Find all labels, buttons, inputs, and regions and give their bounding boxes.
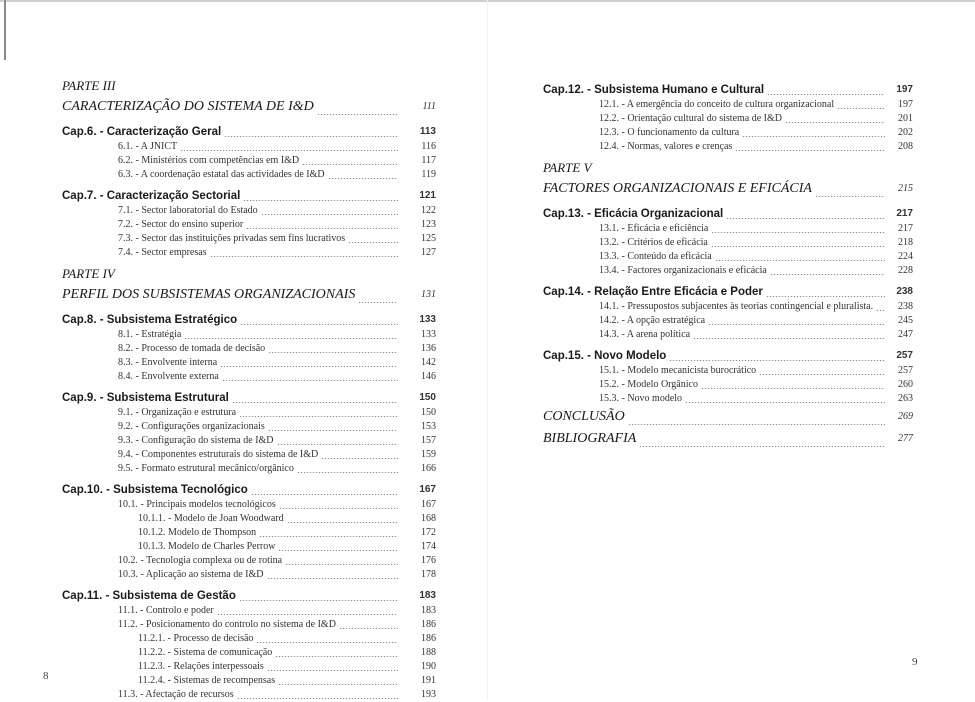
section-entry bbox=[62, 420, 436, 434]
section-entry bbox=[62, 568, 436, 582]
entry-title: 11.2.2. - Sistema de comunicação bbox=[138, 647, 273, 658]
part-label bbox=[62, 264, 432, 284]
entry-title: 8.1. - Estratégia bbox=[118, 329, 182, 340]
dot-leader bbox=[220, 366, 398, 367]
entry-title: 6.2. - Ministérios com competências em I&D bbox=[118, 155, 300, 166]
section-entry bbox=[62, 232, 436, 246]
page-number: 166 bbox=[421, 463, 436, 474]
page-number: 197 bbox=[898, 99, 913, 110]
page-number: 125 bbox=[421, 233, 436, 244]
entry-title: 10.2. - Tecnologia complexa ou de rotina bbox=[118, 555, 283, 566]
entry-title: 8.4. - Envolvente externa bbox=[118, 371, 219, 382]
subsection-entry bbox=[62, 674, 436, 688]
dot-leader bbox=[251, 494, 398, 495]
part-title bbox=[543, 178, 915, 200]
page-number: 131 bbox=[421, 289, 436, 300]
page-number: 218 bbox=[898, 237, 913, 248]
entry-title: Cap.9. - Subsistema Estrutural bbox=[62, 392, 229, 404]
entry-title: 12.4. - Normas, valores e crenças bbox=[599, 141, 733, 152]
scan-left-edge bbox=[4, 0, 6, 60]
section-entry bbox=[543, 140, 915, 154]
entry-title: FACTORES ORGANIZACIONAIS E EFICÁCIA bbox=[543, 181, 812, 196]
dot-leader bbox=[742, 136, 885, 137]
subsection-entry bbox=[62, 526, 436, 540]
page-number: 153 bbox=[421, 421, 436, 432]
dot-leader bbox=[268, 352, 398, 353]
section-entry bbox=[62, 406, 436, 420]
dot-leader bbox=[685, 402, 885, 403]
page-number: 193 bbox=[421, 689, 436, 700]
dot-leader bbox=[287, 522, 398, 523]
section-entry bbox=[62, 154, 436, 168]
entry-title: 13.2. - Critérios de eficácia bbox=[599, 237, 708, 248]
section-entry bbox=[543, 328, 915, 342]
entry-title: 14.2. - A opção estratégica bbox=[599, 315, 706, 326]
page-number: 263 bbox=[898, 393, 913, 404]
dot-leader bbox=[770, 274, 885, 275]
entry-title: 9.4. - Componentes estruturais do sistema de I&D bbox=[118, 449, 319, 460]
page-number: 159 bbox=[421, 449, 436, 460]
dot-leader bbox=[261, 214, 398, 215]
section-entry bbox=[62, 618, 436, 632]
page-number: 176 bbox=[421, 555, 436, 566]
dot-leader bbox=[180, 150, 398, 151]
subsection-entry bbox=[62, 660, 436, 674]
entry-title: Cap.10. - Subsistema Tecnológico bbox=[62, 484, 248, 496]
section-entry bbox=[543, 378, 915, 392]
dot-leader bbox=[297, 472, 398, 473]
entry-title: 9.2. - Configurações organizacionais bbox=[118, 421, 265, 432]
dot-leader bbox=[766, 296, 885, 297]
subsection-entry bbox=[62, 512, 436, 526]
entry-title: PARTE V bbox=[543, 160, 592, 175]
entry-title: Cap.8. - Subsistema Estratégico bbox=[62, 314, 238, 326]
page-number: 150 bbox=[421, 407, 436, 418]
dot-leader bbox=[277, 444, 398, 445]
dot-leader bbox=[267, 670, 398, 671]
dot-leader bbox=[708, 324, 885, 325]
chapter-entry bbox=[62, 188, 436, 204]
entry-title: 9.1. - Organização e estrutura bbox=[118, 407, 237, 418]
page-number: 133 bbox=[421, 329, 436, 340]
dot-leader bbox=[240, 324, 398, 325]
entry-title: 7.2. - Sector do ensino superior bbox=[118, 219, 244, 230]
entry-title: 8.3. - Envolvente interna bbox=[118, 357, 218, 368]
entry-title: 11.2.1. - Processo de decisão bbox=[138, 633, 254, 644]
dot-leader bbox=[222, 380, 398, 381]
section-entry bbox=[62, 168, 436, 182]
entry-title: 9.3. - Configuração do sistema de I&D bbox=[118, 435, 274, 446]
entry-title: 10.1.3. Modelo de Charles Perrow bbox=[138, 541, 276, 552]
page-number: 136 bbox=[421, 343, 436, 354]
section-entry bbox=[62, 462, 436, 476]
dot-leader bbox=[759, 374, 885, 375]
dot-leader bbox=[184, 338, 398, 339]
entry-title: 7.3. - Sector das instituições privadas sem fins lucrativos bbox=[118, 233, 346, 244]
section-entry bbox=[62, 204, 436, 218]
page-number: 217 bbox=[896, 208, 913, 219]
page-fold bbox=[487, 0, 488, 700]
section-entry bbox=[543, 300, 915, 314]
part-title bbox=[62, 284, 436, 306]
page-number: 269 bbox=[898, 411, 913, 422]
page-number: 133 bbox=[419, 314, 436, 325]
entry-title: CONCLUSÃO bbox=[543, 409, 625, 424]
entry-title: 10.3. - Aplicação ao sistema de I&D bbox=[118, 569, 264, 580]
dot-leader bbox=[279, 508, 398, 509]
section-entry bbox=[543, 98, 915, 112]
section-entry bbox=[62, 434, 436, 448]
entry-title: 15.3. - Novo modelo bbox=[599, 393, 683, 404]
section-entry bbox=[543, 264, 915, 278]
dot-leader bbox=[711, 232, 885, 233]
chapter-entry bbox=[62, 124, 436, 140]
section-entry bbox=[62, 140, 436, 154]
dot-leader bbox=[278, 684, 398, 685]
dot-leader bbox=[317, 114, 398, 115]
entry-title: 7.1. - Sector laboratorial do Estado bbox=[118, 205, 258, 216]
section-entry bbox=[543, 392, 915, 406]
chapter-entry bbox=[543, 206, 915, 222]
section-entry bbox=[62, 356, 436, 370]
page-number: 247 bbox=[898, 329, 913, 340]
dot-leader bbox=[711, 246, 885, 247]
section-entry bbox=[543, 364, 915, 378]
entry-title: 12.2. - Orientação cultural do sistema de I&D bbox=[599, 113, 782, 124]
dot-leader bbox=[339, 628, 398, 629]
entry-title: Cap.13. - Eficácia Organizacional bbox=[543, 208, 724, 220]
page-number: 167 bbox=[419, 484, 436, 495]
dot-leader bbox=[837, 108, 885, 109]
entry-title: 13.3. - Conteúdo da eficácia bbox=[599, 251, 712, 262]
entry-title: 13.1. - Eficácia e eficiência bbox=[599, 223, 709, 234]
entry-title: 6.3. - A coordenação estatal das actividades de I&D bbox=[118, 169, 325, 180]
dot-leader bbox=[259, 536, 398, 537]
entry-title: 15.2. - Modelo Orgânico bbox=[599, 379, 698, 390]
part-title bbox=[543, 406, 915, 428]
page-number: 172 bbox=[421, 527, 436, 538]
page-number: 208 bbox=[898, 141, 913, 152]
dot-leader bbox=[669, 360, 885, 361]
dot-leader bbox=[876, 310, 885, 311]
dot-leader bbox=[268, 430, 398, 431]
dot-leader bbox=[239, 416, 398, 417]
page-number: 186 bbox=[421, 633, 436, 644]
entry-title: Cap.7. - Caracterização Sectorial bbox=[62, 190, 241, 202]
entry-title: 11.2. - Posicionamento do controlo no sistema de I&D bbox=[118, 619, 336, 630]
entry-title: PARTE IV bbox=[62, 266, 115, 281]
chapter-entry bbox=[62, 390, 436, 406]
dot-leader bbox=[693, 338, 885, 339]
dot-leader bbox=[628, 424, 885, 425]
dot-leader bbox=[275, 656, 398, 657]
dot-leader bbox=[239, 600, 398, 601]
entry-title: Cap.11. - Subsistema de Gestão bbox=[62, 590, 236, 602]
page-number: 186 bbox=[421, 619, 436, 630]
entry-title: 6.1. - A JNICT bbox=[118, 141, 178, 152]
entry-title: 7.4. - Sector empresas bbox=[118, 247, 207, 258]
dot-leader bbox=[726, 218, 885, 219]
dot-leader bbox=[358, 302, 398, 303]
page-number: 202 bbox=[898, 127, 913, 138]
dot-leader bbox=[285, 564, 398, 565]
entry-title: 11.2.3. - Relações interpessoais bbox=[138, 661, 264, 672]
page-number: 277 bbox=[898, 433, 913, 444]
page-number: 119 bbox=[421, 169, 436, 180]
page-number: 191 bbox=[421, 675, 436, 686]
entry-title: Cap.15. - Novo Modelo bbox=[543, 350, 667, 362]
page-number: 183 bbox=[421, 605, 436, 616]
part-title bbox=[62, 96, 436, 118]
dot-leader bbox=[785, 122, 885, 123]
dot-leader bbox=[210, 256, 398, 257]
section-entry bbox=[543, 236, 915, 250]
page-number: 116 bbox=[421, 141, 436, 152]
subsection-entry bbox=[62, 646, 436, 660]
page-number: 217 bbox=[898, 223, 913, 234]
page-number: 121 bbox=[419, 190, 436, 201]
entry-title: 14.1. - Pressupostos subjacentes às teorias contingencial e pluralista. bbox=[599, 301, 874, 312]
dot-leader bbox=[348, 242, 398, 243]
entry-title: 15.1. - Modelo mecanicista burocrático bbox=[599, 365, 757, 376]
entry-title: 9.5. - Formato estrutural mecânico/orgânico bbox=[118, 463, 294, 474]
dot-leader bbox=[224, 136, 398, 137]
page-number: 238 bbox=[896, 286, 913, 297]
subsection-entry bbox=[62, 632, 436, 646]
right-page-toc bbox=[543, 76, 915, 450]
page-number: 111 bbox=[422, 101, 436, 112]
page-number: 228 bbox=[898, 265, 913, 276]
dot-leader bbox=[767, 94, 885, 95]
page-number: 168 bbox=[421, 513, 436, 524]
dot-leader bbox=[267, 578, 398, 579]
page-number: 224 bbox=[898, 251, 913, 262]
right-page-number: 9 bbox=[912, 656, 918, 668]
page-number: 257 bbox=[898, 365, 913, 376]
page-number: 188 bbox=[421, 647, 436, 658]
page-number: 127 bbox=[421, 247, 436, 258]
page-number: 197 bbox=[896, 84, 913, 95]
page-number: 123 bbox=[421, 219, 436, 230]
chapter-entry bbox=[543, 82, 915, 98]
entry-title: 11.1. - Controlo e poder bbox=[118, 605, 214, 616]
page-number: 157 bbox=[421, 435, 436, 446]
entry-title: 10.1.2. Modelo de Thompson bbox=[138, 527, 257, 538]
left-page-toc bbox=[62, 72, 436, 702]
part-title bbox=[543, 428, 915, 450]
entry-title: 11.2.4. - Sistemas de recompensas bbox=[138, 675, 276, 686]
section-entry bbox=[62, 218, 436, 232]
section-entry bbox=[62, 328, 436, 342]
section-entry bbox=[543, 126, 915, 140]
entry-title: BIBLIOGRAFIA bbox=[543, 431, 637, 446]
section-entry bbox=[543, 314, 915, 328]
dot-leader bbox=[232, 402, 398, 403]
dot-leader bbox=[701, 388, 885, 389]
dot-leader bbox=[246, 228, 398, 229]
entry-title: 12.1. - A emergência do conceito de cultura organizacional bbox=[599, 99, 835, 110]
chapter-entry bbox=[62, 588, 436, 604]
page-number: 122 bbox=[421, 205, 436, 216]
entry-title: 14.3. - A arena política bbox=[599, 329, 691, 340]
dot-leader bbox=[715, 260, 885, 261]
entry-title: 10.1.1. - Modelo de Joan Woodward bbox=[138, 513, 284, 524]
page-number: 178 bbox=[421, 569, 436, 580]
dot-leader bbox=[735, 150, 885, 151]
page-number: 167 bbox=[421, 499, 436, 510]
entry-title: CARACTERIZAÇÃO DO SISTEMA DE I&D bbox=[62, 99, 314, 114]
section-entry bbox=[62, 448, 436, 462]
chapter-entry bbox=[62, 312, 436, 328]
dot-leader bbox=[639, 446, 885, 447]
section-entry bbox=[62, 498, 436, 512]
dot-leader bbox=[321, 458, 398, 459]
part-label bbox=[543, 158, 915, 178]
section-entry bbox=[62, 370, 436, 384]
dot-leader bbox=[328, 178, 398, 179]
page-number: 146 bbox=[421, 371, 436, 382]
section-entry bbox=[543, 250, 915, 264]
section-entry bbox=[543, 222, 915, 236]
dot-leader bbox=[278, 550, 398, 551]
dot-leader bbox=[243, 200, 398, 201]
page-number: 190 bbox=[421, 661, 436, 672]
dot-leader bbox=[815, 196, 885, 197]
dot-leader bbox=[237, 698, 398, 699]
entry-title: PERFIL DOS SUBSISTEMAS ORGANIZACIONAIS bbox=[62, 287, 356, 302]
entry-title: 11.3. - Afectação de recursos bbox=[118, 689, 234, 700]
section-entry bbox=[62, 246, 436, 260]
chapter-entry bbox=[543, 284, 915, 300]
entry-title: PARTE III bbox=[62, 78, 116, 93]
chapter-entry bbox=[62, 482, 436, 498]
chapter-entry bbox=[543, 348, 915, 364]
section-entry bbox=[62, 342, 436, 356]
page-number: 201 bbox=[898, 113, 913, 124]
page-number: 257 bbox=[896, 350, 913, 361]
page-number: 183 bbox=[419, 590, 436, 601]
page-number: 238 bbox=[898, 301, 913, 312]
left-page-number: 8 bbox=[43, 670, 49, 682]
page-number: 117 bbox=[421, 155, 436, 166]
page-number: 174 bbox=[421, 541, 436, 552]
dot-leader bbox=[302, 164, 398, 165]
subsection-entry bbox=[62, 540, 436, 554]
dot-leader bbox=[256, 642, 398, 643]
page-number: 215 bbox=[898, 183, 913, 194]
page-number: 260 bbox=[898, 379, 913, 390]
section-entry bbox=[62, 554, 436, 568]
dot-leader bbox=[217, 614, 398, 615]
page-number: 245 bbox=[898, 315, 913, 326]
entry-title: 13.4. - Factores organizacionais e eficácia bbox=[599, 265, 767, 276]
entry-title: Cap.12. - Subsistema Humano e Cultural bbox=[543, 84, 765, 96]
page-number: 150 bbox=[419, 392, 436, 403]
part-label bbox=[62, 76, 432, 96]
page-number: 142 bbox=[421, 357, 436, 368]
entry-title: 8.2. - Processo de tomada de decisão bbox=[118, 343, 266, 354]
entry-title: Cap.6. - Caracterização Geral bbox=[62, 126, 222, 138]
entry-title: Cap.14. - Relação Entre Eficácia e Poder bbox=[543, 286, 763, 298]
section-entry bbox=[543, 112, 915, 126]
page-number: 113 bbox=[419, 126, 436, 137]
entry-title: 12.3. - O funcionamento da cultura bbox=[599, 127, 740, 138]
section-entry bbox=[62, 604, 436, 618]
entry-title: 10.1. - Principais modelos tecnológicos bbox=[118, 499, 276, 510]
